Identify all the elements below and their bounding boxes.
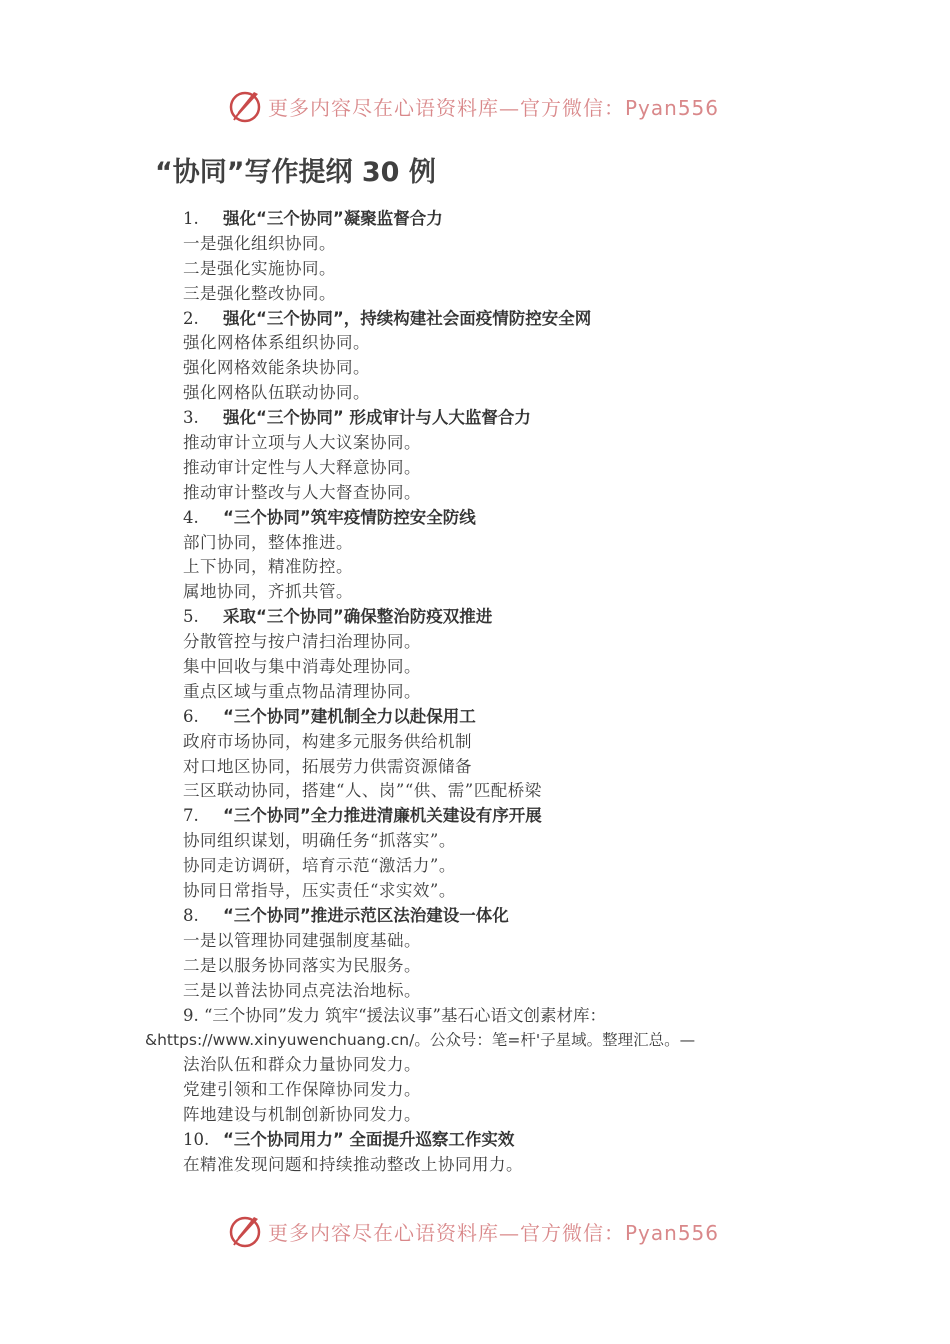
- banner-wechat-id: Pyan556: [625, 95, 720, 120]
- section-heading-text: 强化“三个协同”，持续构建社会面疫情防控安全网: [223, 308, 592, 328]
- outline-item: 三是以普法协同点亮法治地标。: [183, 980, 421, 1000]
- section-heading-text: 强化“三个协同” 形成审计与人大监督合力: [223, 408, 531, 428]
- outline-item: 阵地建设与机制创新协同发力。: [183, 1105, 421, 1125]
- outline-item: 属地协同，齐抓共管。: [183, 582, 353, 602]
- quill-logo-icon: [228, 88, 264, 124]
- outline-item: 部门协同，整体推进。: [183, 532, 353, 552]
- outline-item: 推动审计立项与人大议案协同。: [183, 433, 421, 453]
- quill-logo-icon: [228, 1213, 264, 1249]
- outline-item: 上下协同，精准防控。: [183, 557, 353, 577]
- document-body: [0, 207, 950, 1178]
- section-number: 10.: [183, 1129, 210, 1149]
- outline-item: 协同组织谋划，明确任务“抓落实”。: [183, 831, 456, 851]
- outline-item: 三区联动协同，搭建“人、岗”“供、需”匹配桥梁: [183, 781, 542, 801]
- outline-item: 强化网格队伍联动协同。: [183, 383, 370, 403]
- section-heading-text: “三个协同”全力推进清廉机关建设有序开展: [223, 806, 542, 826]
- outline-item: 分散管控与按户清扫治理协同。: [183, 632, 421, 652]
- section-heading: [0, 605, 950, 630]
- section-number: 4.: [183, 507, 199, 527]
- outline-item: 一是以管理协同建强制度基础。: [183, 930, 421, 950]
- section-heading: [0, 804, 950, 829]
- outline-item: 重点区域与重点物品清理协同。: [183, 681, 421, 701]
- section-heading-text: “三个协同”推进示范区法治建设一体化: [223, 905, 509, 925]
- outline-item: 政府市场协同，构建多元服务供给机制: [183, 731, 472, 751]
- outline-item: 三是强化整改协同。: [183, 283, 336, 303]
- section-heading-text: “三个协同用力” 全面提升巡察工作实效: [223, 1129, 515, 1149]
- section-number: 8.: [183, 905, 199, 925]
- outline-item: 协同走访调研，培育示范“激活力”。: [183, 856, 456, 876]
- source-note: &https://www.xinyuwenchuang.cn/。公众号：笔=杆'子星域。整理汇总。—: [145, 1031, 696, 1050]
- section-heading: [0, 506, 950, 531]
- outline-item: 党建引领和工作保障协同发力。: [183, 1080, 421, 1100]
- outline-item: 集中回收与集中消毒处理协同。: [183, 657, 421, 677]
- section-number: 5.: [183, 607, 199, 627]
- banner-text: 更多内容尽在心语资料库—官方微信：Pyan556: [268, 95, 720, 120]
- outline-item: 推动审计定性与人大释意协同。: [183, 457, 421, 477]
- outline-item: 强化网格效能条块协同。: [183, 358, 370, 378]
- section-number: 1.: [183, 209, 199, 228]
- outline-item: 推动审计整改与人大督查协同。: [183, 482, 421, 502]
- section-heading: [0, 705, 950, 730]
- section-heading: [0, 207, 950, 232]
- outline-item: 二是强化实施协同。: [183, 258, 336, 278]
- section-heading: [0, 406, 950, 431]
- banner-wechat-id: Pyan556: [625, 1220, 720, 1245]
- section-number: 6.: [183, 706, 199, 726]
- outline-item: 法治队伍和群众力量协同发力。: [183, 1055, 421, 1075]
- section-number: 7.: [183, 806, 199, 826]
- outline-item: 一是强化组织协同。: [183, 233, 336, 253]
- outline-item: 在精准发现问题和持续推动整改上协同用力。: [183, 1154, 523, 1174]
- section-heading-text: 强化“三个协同”凝聚监督合力: [223, 209, 443, 228]
- footer-banner: [228, 1211, 728, 1251]
- section-heading: [0, 1128, 950, 1153]
- section-number: 3.: [183, 408, 199, 428]
- section-heading-text: 采取“三个协同”确保整治防疫双推进: [223, 607, 493, 627]
- section-heading: [0, 307, 950, 332]
- section-heading: 9. “三个协同”发力 筑牢“援法议事”基石心语文创素材库：: [183, 1005, 606, 1025]
- header-banner: [228, 86, 728, 126]
- outline-item: 协同日常指导，压实责任“求实效”。: [183, 881, 456, 901]
- section-heading-text: “三个协同”建机制全力以赴保用工: [223, 706, 476, 726]
- banner-text: 更多内容尽在心语资料库—官方微信：Pyan556: [268, 1220, 720, 1245]
- document-title: “协同”写作提纲 30 例: [155, 157, 436, 188]
- outline-item: 强化网格体系组织协同。: [183, 333, 370, 353]
- outline-item: 对口地区协同，拓展劳力供需资源储备: [183, 756, 472, 776]
- section-heading: [0, 904, 950, 929]
- section-number: 2.: [183, 308, 199, 328]
- outline-item: 二是以服务协同落实为民服务。: [183, 955, 421, 975]
- section-heading-text: “三个协同”筑牢疫情防控安全防线: [223, 507, 476, 527]
